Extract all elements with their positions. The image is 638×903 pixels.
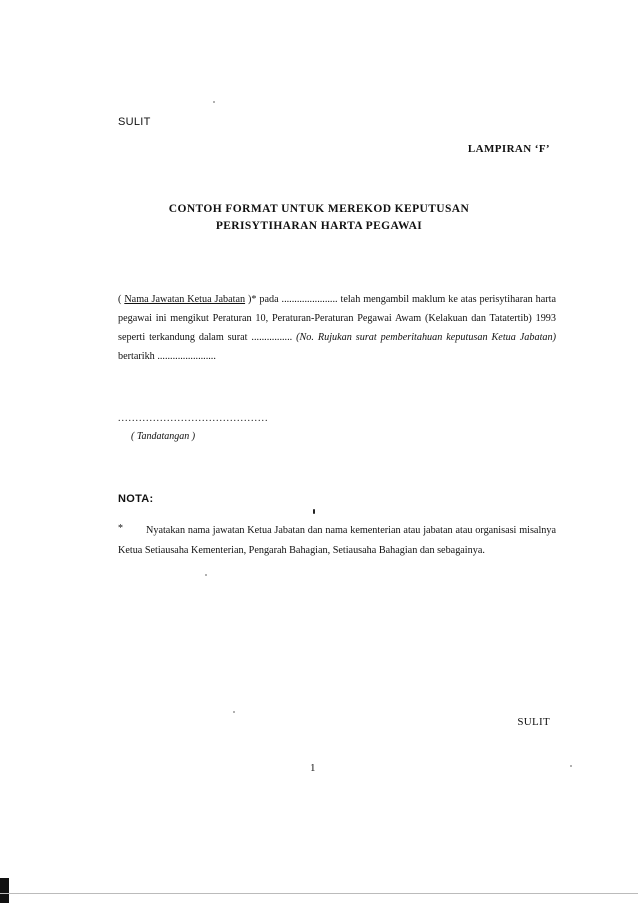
- date-text: bertarikh .......................: [118, 351, 216, 362]
- scan-speck: [205, 574, 207, 576]
- classification-header: SULIT: [118, 116, 151, 128]
- page-number: 1: [310, 762, 316, 774]
- scan-edge-line: [0, 893, 638, 894]
- scan-speck: [570, 765, 572, 767]
- signature-label: ( Tandatangan ): [131, 431, 196, 442]
- note-text: Nyatakan nama jawatan Ketua Jabatan dan nama kementerian atau jabatan atau organisasi misalnya Ketua Setiausaha Kementerian, Pengarah Bahagian, Setiausaha Bahagian dan sebagainya.: [118, 525, 556, 556]
- appendix-label: LAMPIRAN ‘F’: [467, 143, 550, 155]
- declaration-paragraph: [118, 290, 556, 366]
- note-bullet: *: [118, 523, 123, 534]
- document-title-line-2: PERISYTIHARAN HARTA PEGAWAI: [215, 220, 423, 232]
- scan-edge-mark: [0, 878, 9, 903]
- classification-footer: SULIT: [517, 716, 550, 728]
- scan-speck: [313, 509, 315, 514]
- position-label: Nama Jawatan Ketua Jabatan: [124, 294, 246, 305]
- document-title-line-1: CONTOH FORMAT UNTUK MEREKOD KEPUTUSAN: [168, 203, 470, 215]
- reference-label: (No. Rujukan surat pemberitahuan keputusan Ketua Jabatan): [296, 332, 556, 343]
- open-paren: (: [118, 294, 125, 305]
- signature-line: ...........................................: [118, 413, 269, 424]
- scan-speck: [233, 711, 235, 713]
- notes-heading: NOTA:: [118, 493, 154, 505]
- scan-speck: [213, 101, 215, 103]
- declaration-text: )* pada ...................... telah mengambil maklum ke atas perisytiharan harta pegawai ini mengikut Peraturan 10, Peraturan-Peraturan Pegawai Awam (Kelakuan dan Tatatertib) 1993 seperti terkandung dalam surat ................: [118, 294, 556, 343]
